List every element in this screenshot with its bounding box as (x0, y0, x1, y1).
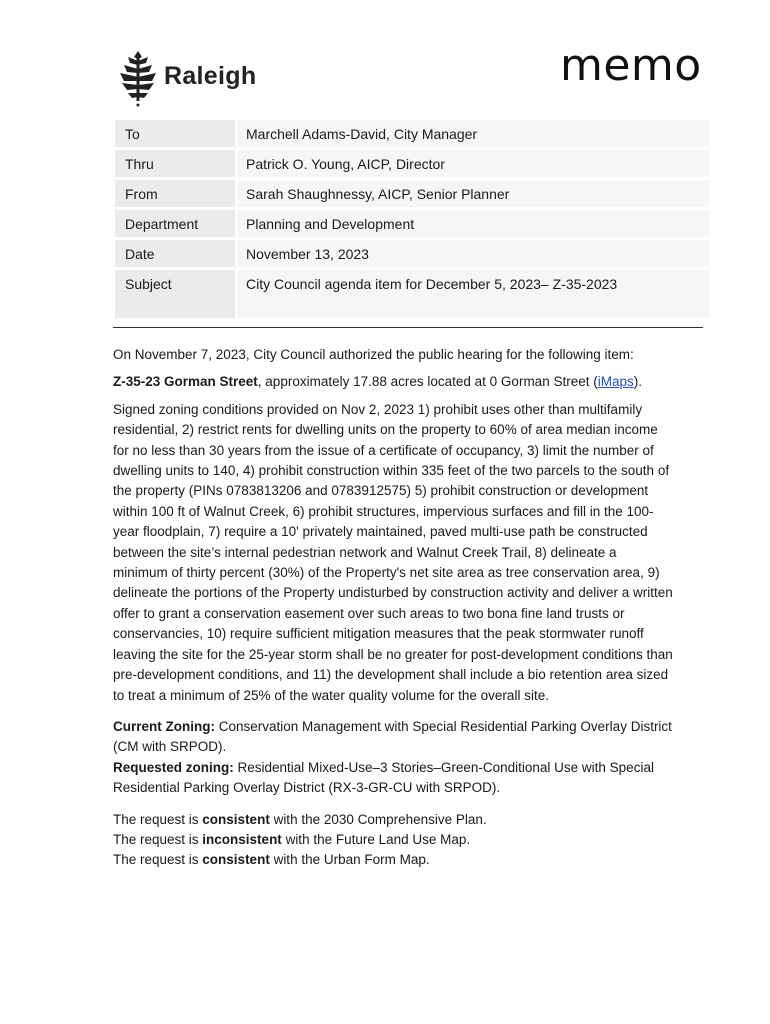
current-zoning-label: Current Zoning: (113, 718, 215, 734)
requested-zoning-label: Requested zoning: (113, 759, 234, 775)
header-row-subject (115, 270, 709, 318)
header-divider (113, 327, 703, 328)
header-row-thru (115, 150, 709, 177)
header-value: Planning and Development (238, 210, 709, 237)
intro-paragraph: On November 7, 2023, City Council authorized the public hearing for the following item: (113, 347, 634, 362)
case-text: , approximately 17.88 acres located at 0 Gorman Street ( (257, 374, 598, 390)
consistency-line (113, 850, 673, 870)
requested-zoning (113, 758, 673, 799)
logo-wordmark: Raleigh (164, 61, 257, 90)
header-label: Date (115, 240, 235, 267)
consistency-prefix: The request is (113, 852, 203, 868)
case-id: Z-35-23 Gorman Street (113, 374, 258, 390)
imaps-link[interactable]: iMaps (597, 374, 634, 390)
header-value: Patrick O. Young, AICP, Director (238, 150, 709, 177)
header-row-date (115, 240, 709, 267)
consistency-line (113, 830, 673, 850)
current-zoning-text: Conservation Management with Special Residential Parking Overlay District (CM with SRPOD). (113, 718, 672, 755)
header-label: Department (115, 210, 235, 237)
consistency-status: inconsistent (202, 831, 282, 847)
header-value: November 13, 2023 (238, 240, 709, 267)
header-row-department (115, 210, 709, 237)
header-label: To (115, 120, 235, 147)
header-label: Subject (115, 270, 235, 318)
consistency-prefix: The request is (113, 811, 203, 827)
consistency-suffix: with the Future Land Use Map. (281, 831, 471, 847)
memo-body (113, 345, 673, 871)
header-label: Thru (115, 150, 235, 177)
case-text-end: ). (633, 374, 642, 390)
memo-title: memo (560, 40, 702, 91)
header-value: Sarah Shaughnessy, AICP, Senior Planner (238, 180, 709, 207)
consistency-prefix: The request is (113, 831, 203, 847)
raleigh-logo (116, 48, 256, 108)
requested-zoning-text: Residential Mixed-Use–3 Stories–Green-Conditional Use with Special Residential Parking Overlay District (RX-3-GR-CU with SRPOD). (113, 759, 654, 796)
header-row-from (115, 180, 709, 207)
current-zoning (113, 717, 673, 758)
header-row-to (115, 120, 709, 147)
header-value: City Council agenda item for December 5, 2023– Z-35-2023 (238, 270, 709, 318)
case-paragraph (113, 372, 673, 392)
consistency-status: consistent (202, 811, 270, 827)
oak-tree-icon (116, 49, 160, 107)
memo-header-table (115, 120, 709, 321)
consistency-suffix: with the 2030 Comprehensive Plan. (269, 811, 487, 827)
consistency-suffix: with the Urban Form Map. (269, 852, 430, 868)
header-value: Marchell Adams-David, City Manager (238, 120, 709, 147)
consistency-line (113, 810, 673, 830)
consistency-status: consistent (202, 852, 270, 868)
header-label: From (115, 180, 235, 207)
conditions-paragraph: Signed zoning conditions provided on Nov 2, 2023 1) prohibit uses other than multifamily residential, 2) restrict rents for dwelling units on the property to 60% of area median income for no less than 30 years from the issue of a certificate of occupancy, 3) limit the number of dwelling units to 140, 4) prohibit construction within 335 feet of the two parcels to the south of the property (PINs 0783813206 and 0783912575) 5) prohibit construction or development within 100 ft of Walnut Creek, 6) prohibit structures, impervious surfaces and fill in the 100-year floodplain, 7) require a 10' privately maintained, paved multi-use path be constructed between the site’s internal pedestrian network and Walnut Creek Trail, 8) delineate a minimum of thirty percent (30%) of the Property's net site area as tree conservation area, 9) delineate the portions of the Property undisturbed by construction activity and deliver a written offer to grant a conservation easement over such areas to two bona fine land trusts or conservancies, 10) require sufficient mitigation measures that the peak stormwater runoff leaving the site for the 25-year storm shall be no greater for post-development conditions than pre-development conditions, and 11) the development shall include a bio retention area sized to treat a minimum of 25% of the water quality volume for the overall site. (113, 401, 673, 703)
